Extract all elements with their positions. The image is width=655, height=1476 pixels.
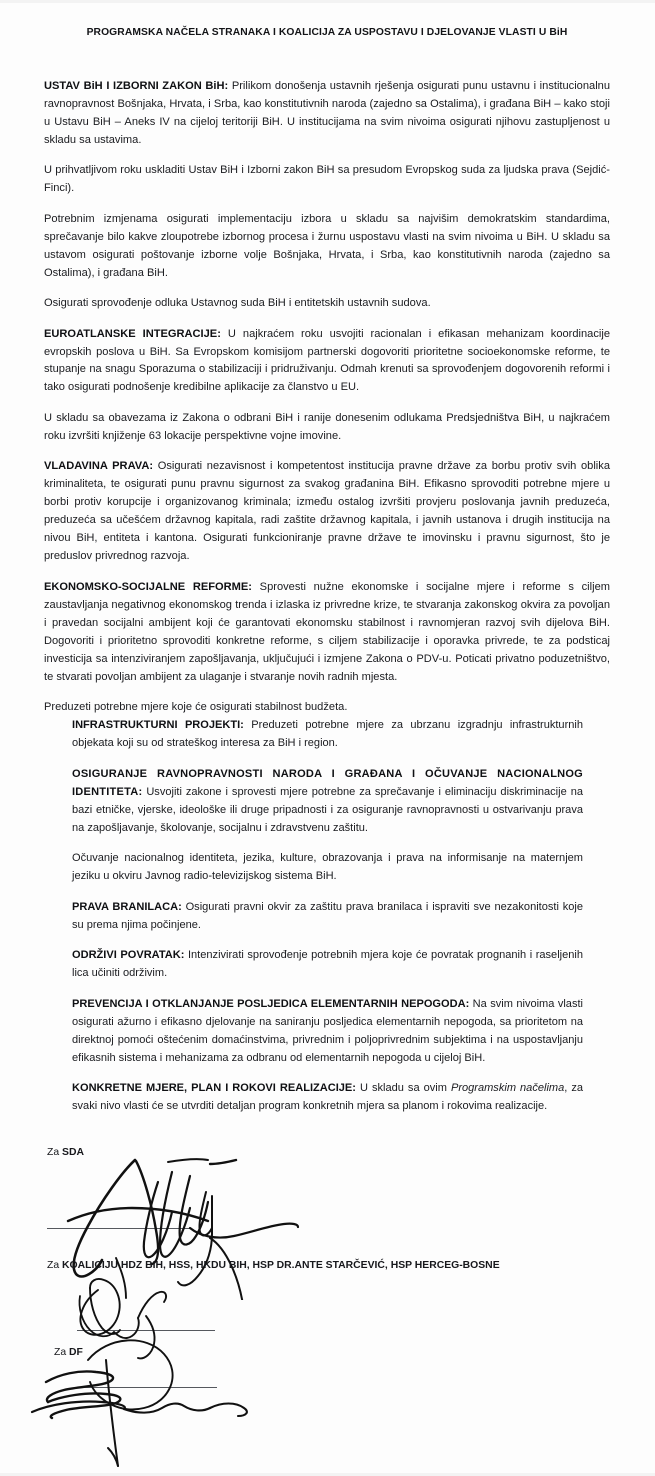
paragraph-lead: EUROATLANSKE INTEGRACIJE: <box>44 327 221 340</box>
signature-rule-koalicija <box>77 1330 215 1331</box>
paragraph-sejdic-finci <box>44 162 610 198</box>
signature-rule-df <box>78 1387 217 1388</box>
signature-block-df <box>54 1348 83 1358</box>
signature-prefix: Za <box>47 1260 63 1271</box>
paragraph-body: U prihvatljivom roku uskladiti Ustav BiH i Izborni zakon BiH sa presudom Evropskog suda za ljudska prava (Sejdić-Finci). <box>44 164 610 195</box>
paragraph-body: Preduzeti potrebne mjere koje će osigurati stabilnost budžeta. <box>44 700 348 713</box>
paragraph-izborni-standardi <box>44 211 610 283</box>
paragraph-lead: OSIGURANJE RAVNOPRAVNOSTI NARODA I GRAĐANA I OČUVANJE NACIONALNOG IDENTITETA: <box>72 767 583 798</box>
signature-party-name: SDA <box>62 1147 84 1158</box>
paragraph-body: Intenzivirati sprovođenje potrebnih mjera koje će povratak prognanih i raseljenih lica učiniti održivim. <box>72 949 583 979</box>
paragraph-vladavina-prava <box>44 458 610 566</box>
paragraph-body: Očuvanje nacionalnog identiteta, jezika, kulture, obrazovanja i prava na informisanje na maternjem jeziku u okviru Javnog radio-televizijskog sistema BiH. <box>72 852 583 882</box>
paragraph-osiguranje-ravnopravnosti <box>72 765 583 837</box>
paragraph-lead: VLADAVINA PRAVA: <box>44 460 154 473</box>
paragraph-lead: USTAV BiH I IZBORNI ZAKON BiH: <box>44 79 229 92</box>
paragraph-body-after-italic: , za svaki nivo vlasti će se utvrditi detaljan program konkretnih mjera sa planom i rokovima realizacije. <box>72 1082 583 1112</box>
paragraph-prava-branilaca <box>72 898 583 934</box>
signature-label-sda <box>47 1148 84 1158</box>
paragraph-body-before-italic: U skladu sa ovim <box>355 1082 451 1094</box>
paragraph-body: Prilikom donošenja ustavnih rješenja osigurati punu ustavnu i institucionalnu ravnopravnost Bošnjaka, Hrvata, i Srba, kao konstitutivnih naroda (zajedno sa Ostalima), i građana BiH – kako stoji u Ustavu BiH – Aneks IV na cijeloj teritoriji BiH. U institucijama na svim nivoima osigurati njihovu zastupljenost u skladu sa ustavima. <box>44 79 610 146</box>
italic-programska-nacela: Programskim načelima <box>450 1082 565 1094</box>
page-title: PROGRAMSKA NAČELA STRANAKA I KOALICIJA ZA USPOSTAVU I DJELOVANJE VLASTI U BiH <box>86 27 568 38</box>
paragraph-body: U skladu sa obavezama iz Zakona o odbrani BiH i ranije donesenim odlukama Predsjedništva BiH, u najkraćem roku izvršiti knjiženje 63 lokacije perspektivne vojne imovine. <box>44 411 610 442</box>
paragraph-euroatlanske-integracije <box>44 326 610 398</box>
paragraph-lead: EKONOMSKO-SOCIJALNE REFORME: <box>44 580 252 593</box>
signature-area <box>0 1126 655 1476</box>
signature-prefix: Za <box>47 1147 63 1158</box>
paragraph-vojna-imovina <box>44 410 610 446</box>
handwritten-signature-df <box>12 1316 302 1476</box>
document-page-two <box>0 716 655 1128</box>
title-spacer <box>44 66 610 78</box>
handwritten-signature-koalicija <box>60 1254 290 1384</box>
signature-block-koalicija <box>47 1261 500 1271</box>
paragraph-ustavni-sud <box>44 295 610 313</box>
paragraph-lead: PREVENCIJA I OTKLANJANJE POSLJEDICA ELEMENTARNIH NEPOGODA: <box>72 997 470 1010</box>
signature-party-name: DF <box>69 1347 83 1358</box>
paragraph-body: Osigurati pravni okvir za zaštitu prava branilaca i ispraviti sve nezakonitosti koje su prema njima počinjene. <box>72 900 584 931</box>
signature-label-koalicija <box>47 1261 500 1271</box>
signature-block-sda <box>47 1148 84 1158</box>
paragraph-body: Preduzeti potrebne mjere za ubrzanu izgradnju infrastrukturnih objekata koji su od strateškog interesa za BiH i region. <box>72 719 583 749</box>
paragraph-body: Osigurati nezavisnost i kompetentost institucija pravne države za borbu protiv svih oblika kriminaliteta, te osigurati punu pravnu sigurnost za svakog građanina BiH. Efikasno sprovoditi potrebne mjere u borbi protiv korupcije i organizovanog kriminala; između ostalog izvršiti provjeru poslovanja javnih preduzeća, preduzeća sa učešćem državnog kapitala, radi zaštite državnog kapitala, i javnih ustanova i drugih institucija na nivou BiH, entiteta i kantona. Osigurati funkcioniranje pravne države te imovinsku i pravnu sigurnost, što je preduslov privrednog razvoja. <box>44 460 610 563</box>
paragraph-infrastrukturni-projekti <box>72 716 583 752</box>
paragraph-body: Usvojiti zakone i sprovesti mjere potrebne za sprečavanje i eliminaciju diskriminacije na bazi etničke, vjerske, ideološke ili druge pripadnosti i za osiguranje ravnopravnosti u ostvarivanju prava na zapošljavanje, školovanje, socijalnu i zdravstvenu zaštitu. <box>72 785 583 834</box>
signature-rule-sda <box>47 1228 190 1229</box>
paragraph-ocuvanje-identiteta <box>72 849 583 885</box>
document-page-one <box>0 0 655 729</box>
paragraph-body: Na svim nivoima vlasti osigurati ažurno i efikasno djelovanje na saniranju posljedica elementarnih nepogoda, sa prioritetom na direktnoj pomoći oštećenim domaćinstvima, privrednim i poljoprivrednim subjektima i na uspostavljanju efikasnih sistema i mehanizama za odbranu od elementarnih nepogoda u cijeloj BiH. <box>72 997 583 1064</box>
paragraph-ustav-bih-i-izborni-zakon <box>44 78 610 150</box>
paragraph-lead: INFRASTRUKTURNI PROJEKTI: <box>72 719 244 731</box>
paragraph-prevencija-elementarnih-nepogoda <box>72 995 583 1067</box>
paragraph-body: Sprovesti nužne ekonomske i socijalne mjere i reforme s ciljem zaustavljanja negativnog ekonomskog trenda i izlaska iz privredne krize, te stvaranja zakonskog okvira za povoljan i pravedan socijalni ambijent koji će garantovati ekonomsku stabilnost i ravnomjeran razvoj svih dijelova BiH. Dogovoriti i prioritetno sprovoditi konkretne reforme, s ciljem stabilizacije i oporavka privrede, te za podsticaj investicija sa intenziviranjem zapošljavanja, uključujući i izmjene Zakona o PDV-u. Poticati privatno poduzetništvo, te stvarati povoljan ambijent za ulaganje i stvaranje novih radnih mjesta. <box>44 580 610 683</box>
paragraph-ekonomsko-socijalne-reforme <box>44 579 610 687</box>
paragraph-body: Osigurati sprovođenje odluka Ustavnog suda BiH i entitetskih ustavnih sudova. <box>44 297 431 310</box>
paragraph-body: U najkraćem roku usvojiti racionalan i efikasan mehanizam koordinacije evropskih poslova u BiH. Sa Evropskom komisijom partnerski dogovoriti prioritetne socioekonomske reforme, te stupanje na snagu Sporazuma o stabilizaciji i pridruživanju. Odmah krenuti sa sprovođenjem dogovorenih reformi i tako osigurati podnošenje kredibilne aplikacije za članstvo u EU. <box>44 327 610 394</box>
signature-party-name: KOALICIJU HDZ BIH, HSS, HKDU BIH, HSP DR.ANTE STARČEVIĆ, HSP HERCEG-BOSNE <box>62 1260 500 1271</box>
paragraph-lead: ODRŽIVI POVRATAK: <box>72 949 185 961</box>
signature-label-df <box>54 1348 83 1358</box>
signature-prefix: Za <box>54 1347 70 1358</box>
paragraph-body: Potrebnim izmjenama osigurati implementaciju izbora u skladu sa najvišim demokratskim standardima, sprečavanje bilo kakve zloupotrebe izbornog procesa i žurnu uspostavu vlasti na svim nivoima u BiH. U skladu sa ustavom osigurati poštovanje izborne volje Bošnjaka, Hrvata, i Srba, kao konstitutivnih naroda (zajedno sa Ostalima), i građana BiH. <box>44 212 610 279</box>
paragraph-lead: KONKRETNE MJERE, PLAN I ROKOVI REALIZACIJE: <box>72 1082 356 1094</box>
paragraph-konkretne-mjere <box>72 1079 583 1115</box>
paragraph-stabilnost-budzeta <box>44 699 610 717</box>
paragraph-odrzivi-povratak <box>72 946 583 982</box>
paragraph-lead: PRAVA BRANILACA: <box>72 900 182 913</box>
